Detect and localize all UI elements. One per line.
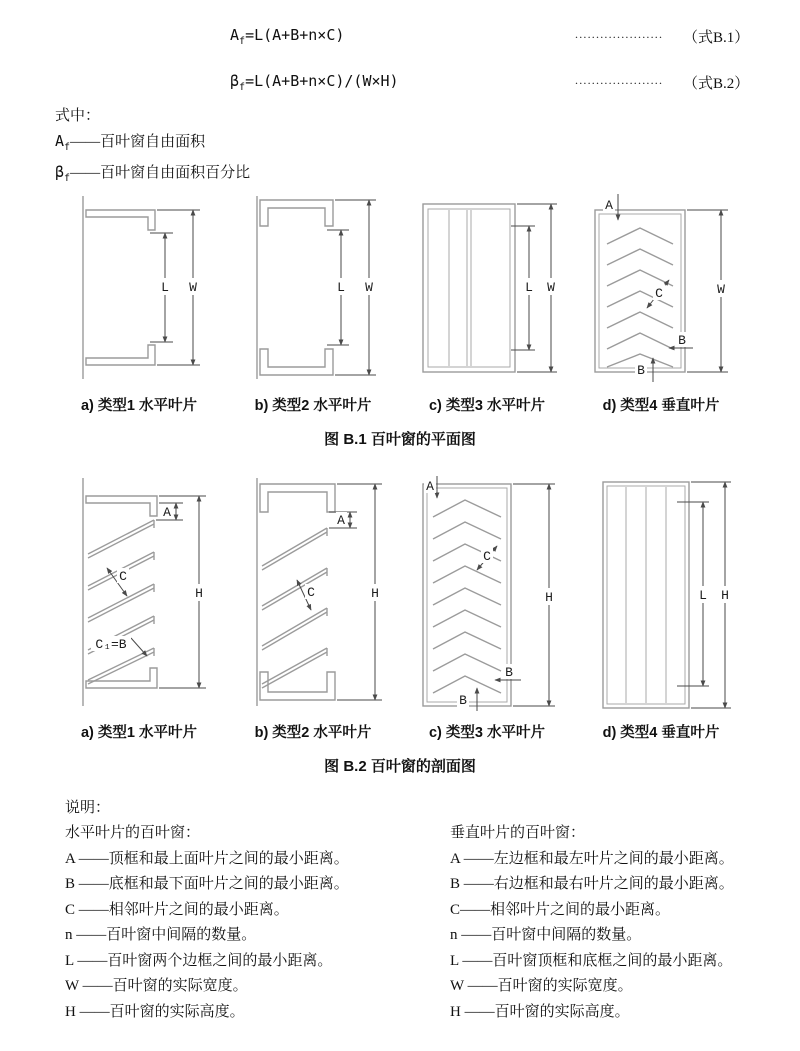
figure-b1-title: 图 B.1 百叶窗的平面图 xyxy=(324,431,476,448)
figure-caption: a) 类型1 水平叶片 xyxy=(80,725,197,741)
diagram-type3-plan xyxy=(407,190,567,385)
figure-caption: c) 类型3 水平叶片 xyxy=(428,725,545,741)
dim-label-W: W xyxy=(189,280,197,295)
dim-label-H: H xyxy=(721,588,729,603)
dim-label-A: A xyxy=(605,198,613,213)
diagram-type1-section xyxy=(59,472,219,712)
figure-b2-title: 图 B.2 百叶窗的剖面图 xyxy=(324,758,476,775)
diagram-type3-section xyxy=(407,472,567,712)
legend-left-header: 水平叶片的百叶窗： xyxy=(65,825,201,841)
where-item-bf: $\beta_f——$百叶窗自由面积百分比 xyxy=(55,163,251,184)
dim-label-H: H xyxy=(371,586,379,601)
figure-b2 xyxy=(52,472,748,776)
dim-label-L: L xyxy=(699,588,707,603)
dim-label-C: C xyxy=(655,286,663,301)
figure-caption: b) 类型2 水平叶片 xyxy=(254,398,372,414)
dim-label-H: H xyxy=(545,590,553,605)
legend-section xyxy=(65,795,775,1025)
dim-label-C: C xyxy=(119,569,127,584)
legend-item: W ——百叶窗的实际宽度。 xyxy=(65,978,248,994)
dim-label-C1-eq-B: C₁=B xyxy=(95,637,127,652)
dim-label-B: B xyxy=(459,693,467,708)
legend-item: C ——相邻叶片之间的最小距离。 xyxy=(65,901,289,918)
dim-label-A: A xyxy=(163,505,171,520)
figure-caption: d) 类型4 垂直叶片 xyxy=(602,725,720,741)
formula-b1: $A_f=L(A+B+n\times C)$ xyxy=(230,26,345,47)
dim-label-W: W xyxy=(365,280,373,295)
legend-title: 说明： xyxy=(65,800,111,816)
dim-label-W: W xyxy=(547,280,555,295)
legend-item: H ——百叶窗的实际高度。 xyxy=(65,1003,245,1020)
formula-b1-tag: （式B.1） xyxy=(683,30,750,46)
legend-item: C——相邻叶片之间的最小距离。 xyxy=(450,901,671,918)
where-item-af: $A_f——$百叶窗自由面积 xyxy=(55,132,206,153)
diagram-type2-plan xyxy=(233,190,393,385)
formula-b1-dots: ..................... xyxy=(575,27,664,41)
figure-caption: a) 类型1 水平叶片 xyxy=(80,398,197,414)
dim-label-A: A xyxy=(426,479,434,494)
dim-label-L: L xyxy=(161,280,169,295)
formula-b2-tag: （式B.2） xyxy=(683,76,750,92)
legend-item: H ——百叶窗的实际高度。 xyxy=(450,1003,630,1020)
figure-b1 xyxy=(52,190,748,449)
formula-b2-dots: ..................... xyxy=(575,73,664,87)
diagram-type1-plan xyxy=(59,190,219,385)
legend-item: L ——百叶窗顶框和底框之间的最小距离。 xyxy=(450,952,733,969)
legend-item: W ——百叶窗的实际宽度。 xyxy=(450,978,633,994)
where-block xyxy=(55,104,250,191)
legend-item: n ——百叶窗中间隔的数量。 xyxy=(450,927,642,943)
diagram-type4-section xyxy=(581,472,741,712)
figure-caption: c) 类型3 水平叶片 xyxy=(428,398,545,414)
figure-b2-captions xyxy=(52,721,748,742)
legend-item: n ——百叶窗中间隔的数量。 xyxy=(65,927,257,943)
legend-vertical-column xyxy=(450,821,734,1025)
dim-label-B: B xyxy=(505,665,513,680)
legend-horizontal-column xyxy=(65,821,450,1025)
legend-item: A ——左边框和最左叶片之间的最小距离。 xyxy=(450,850,734,867)
where-title: 式中： xyxy=(55,108,101,124)
dim-label-C: C xyxy=(483,549,491,564)
dim-label-L: L xyxy=(525,280,533,295)
legend-item: A ——顶框和最上面叶片之间的最小距离。 xyxy=(65,850,349,867)
dim-label-B: B xyxy=(637,363,645,378)
legend-item: L ——百叶窗两个边框之间的最小距离。 xyxy=(65,952,333,969)
figure-caption: b) 类型2 水平叶片 xyxy=(254,725,372,741)
legend-right-header: 垂直叶片的百叶窗： xyxy=(450,825,586,841)
legend-item: B ——右边框和最右叶片之间的最小距离。 xyxy=(450,876,734,892)
dim-label-A: A xyxy=(337,513,345,528)
figure-b1-captions xyxy=(52,394,748,415)
diagram-type2-section xyxy=(233,472,393,712)
formula-b2: $\beta_f=L(A+B+n\times C)/(W\times H)$ xyxy=(230,72,399,93)
diagram-type4-plan xyxy=(581,190,741,385)
figure-b2-diagrams xyxy=(52,472,748,712)
legend-item: B ——底框和最下面叶片之间的最小距离。 xyxy=(65,876,349,892)
dim-label-C: C xyxy=(307,585,315,600)
formula-row-b2 xyxy=(0,72,800,94)
formula-row-b1 xyxy=(0,26,800,48)
dim-label-H: H xyxy=(195,586,203,601)
figure-caption: d) 类型4 垂直叶片 xyxy=(602,398,720,414)
figure-b1-diagrams xyxy=(52,190,748,385)
dim-label-W: W xyxy=(717,282,725,297)
dim-label-L: L xyxy=(337,280,345,295)
dim-label-B: B xyxy=(678,333,686,348)
